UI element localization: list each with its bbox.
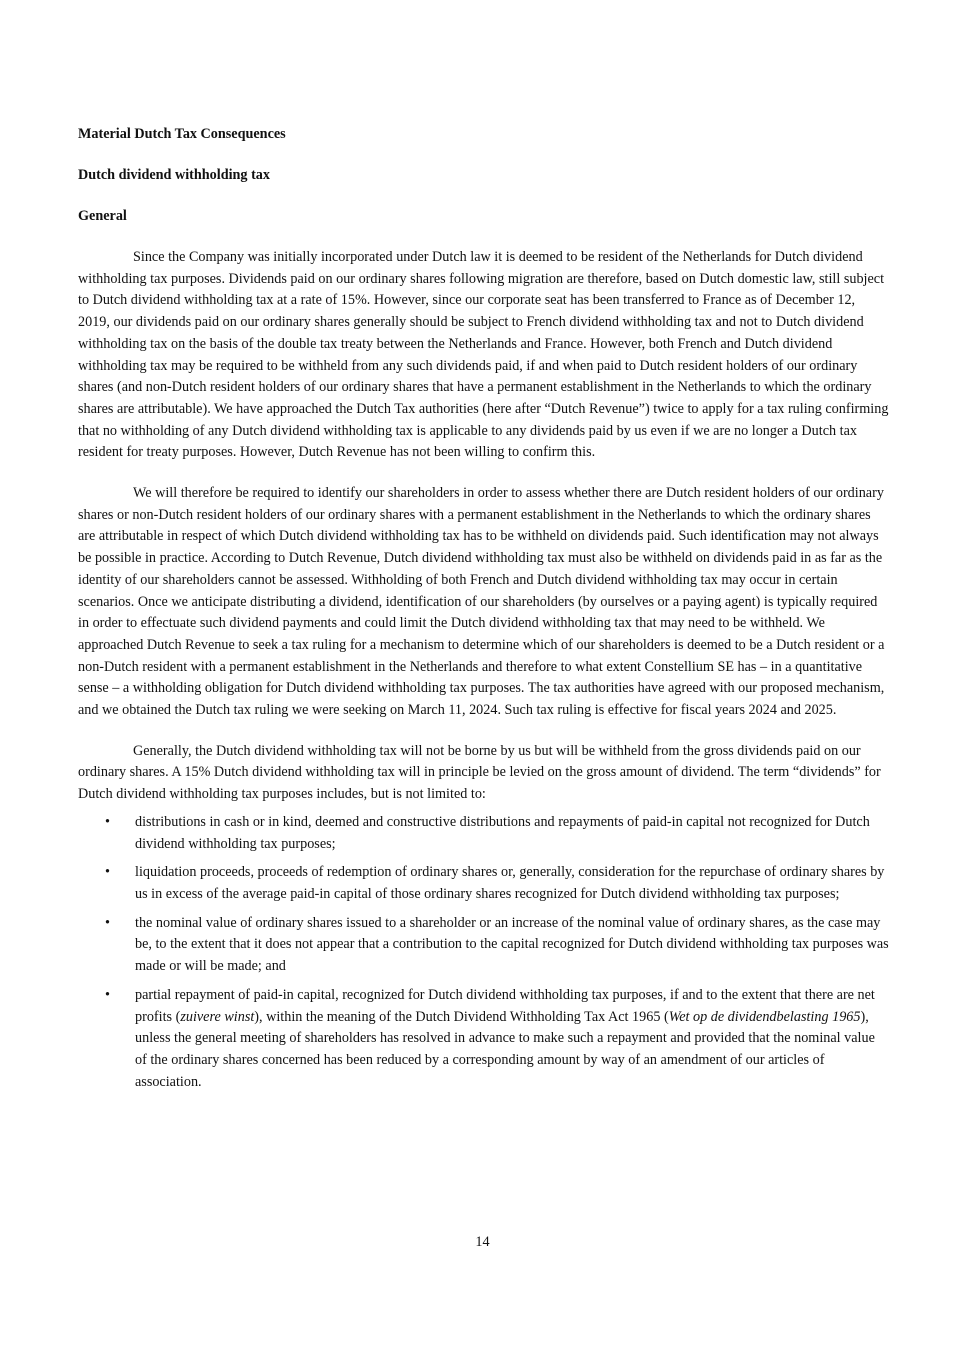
list-item-text [135, 987, 875, 1090]
general-heading: General [78, 208, 127, 224]
bullet-icon: • [105, 986, 110, 1003]
list-item-text: the nominal value of ordinary shares issued to a shareholder or an increase of the nominal value of ordinary shares, as the case may be, to the extent that it does not appear that a contribution to the capital recognized for Dutch dividend withholding tax purposes was made or will be made; and [135, 914, 889, 975]
list-item-text-part: ), unless the general meeting of shareholders has resolved in advance to make such a repayment and provided that the nominal value of the ordinary shares concerned has been reduced by a corresponding amount by way of an amendment of our articles of association. [135, 1008, 875, 1090]
list-item [78, 862, 890, 905]
list-item-text-part: ), within the meaning of the Dutch Dividend Withholding Tax Act 1965 ( [254, 1008, 669, 1025]
list-item [78, 985, 890, 1094]
italic-term: zuivere winst [180, 1008, 255, 1025]
page-number: 14 [475, 1234, 490, 1250]
list-item-text: distributions in cash or in kind, deemed and constructive distributions and repayments of paid-in capital not recognized for Dutch dividend withholding tax purposes; [135, 813, 870, 852]
dividends-bullet-list [78, 812, 890, 1093]
paragraph-dividends-definition: Generally, the Dutch dividend withholding tax will not be borne by us but will be withheld from the gross dividends paid on our ordinary shares. A 15% Dutch dividend withholding tax will in principle be levied on the gross amount of dividend. The term “dividends” for Dutch dividend withholding tax purposes includes, but is not limited to: [78, 742, 881, 803]
italic-term: Wet op de dividendbelasting 1965 [668, 1008, 861, 1025]
document-page [78, 124, 890, 1100]
bullet-icon: • [105, 813, 110, 830]
list-item [78, 812, 890, 855]
list-item-text: liquidation proceeds, proceeds of redemption of ordinary shares or, generally, consideration for the repurchase of ordinary shares by us in excess of the average paid-in capital of those ordinary shares recognized for Dutch dividend withholding tax purposes; [135, 864, 885, 902]
bullet-icon: • [105, 914, 110, 931]
paragraph-residency: Since the Company was initially incorporated under Dutch law it is deemed to be resident of the Netherlands for Dutch dividend withholding tax purposes. Dividends paid on our ordinary shares following migration are therefore, based on Dutch domestic law, still subject to Dutch dividend withholding tax at a rate of 15%. However, since our corporate seat has been transferred to France as of December 12, 2019, our dividends paid on our ordinary shares generally should be subject to French dividend withholding tax and not to Dutch dividend withholding tax on the basis of the double tax treaty between the Netherlands and France. However, both French and Dutch dividend withholding tax may be required to be withheld from any such dividends paid, if and when paid to Dutch resident holders of our ordinary shares (and non-Dutch resident holders of our ordinary shares that have a permanent establishment in the Netherlands to which the ordinary shares are attributable). We have approached the Dutch Tax authorities (here after “Dutch Revenue”) twice to apply for a tax ruling confirming that no withholding of any Dutch dividend withholding tax is applicable to any dividends paid by us even if we are no longer a Dutch tax resident for treaty purposes. However, Dutch Revenue has not been willing to confirm this. [78, 249, 889, 461]
section-heading: Material Dutch Tax Consequences [78, 126, 286, 142]
paragraph-identification: We will therefore be required to identify our shareholders in order to assess whether there are Dutch resident holders of our ordinary shares or non-Dutch resident holders of our ordinary shares with a permanent establishment in the Netherlands to which the ordinary shares are attributable in respect of which Dutch dividend withholding tax has to be withheld on dividends paid. Such identification may not always be possible in practice. According to Dutch Revenue, Dutch dividend withholding tax must also be withheld on dividends paid in as far as the identity of our shareholders cannot be assessed. Withholding of both French and Dutch dividend withholding tax may occur in certain scenarios. Once we anticipate distributing a dividend, identification of our shareholders (by ourselves or a paying agent) is typically required in order to effectuate such dividend payments and could limit the Dutch dividend withholding tax that may need to be withheld. We approached Dutch Revenue to seek a tax ruling for a mechanism to determine which of our shareholders is deemed to be a Dutch resident or a non-Dutch resident with a permanent establishment in the Netherlands and therefore to what extent Constellium SE has – in a quantitative sense – a withholding obligation for Dutch dividend withholding tax purposes. The tax authorities have agreed with our proposed mechanism, and we obtained the Dutch tax ruling we were seeking on March 11, 2024. Such tax ruling is effective for fiscal years 2024 and 2025. [78, 485, 885, 719]
list-item-text-part: partial repayment of paid-in capital, recognized for Dutch dividend withholding tax purposes, if and to the extent that there are net profits ( [135, 986, 875, 1025]
subsection-heading: Dutch dividend withholding tax [78, 167, 270, 183]
bullet-icon: • [105, 864, 110, 881]
list-item [78, 913, 890, 978]
